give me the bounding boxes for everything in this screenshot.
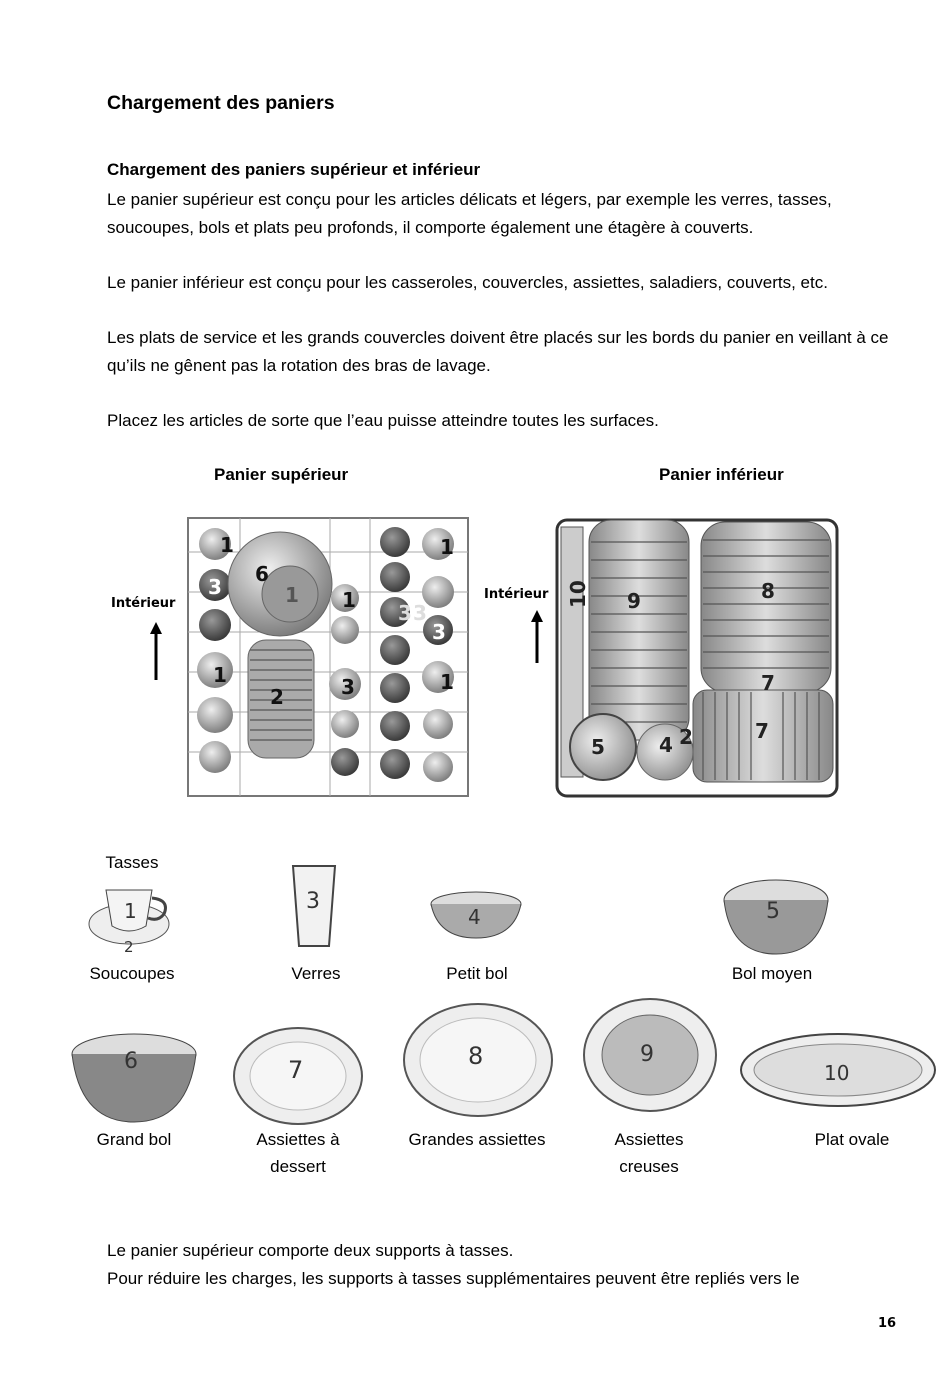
oval-platter-icon — [738, 1030, 938, 1110]
item-label-dessert-plates: Assiettes à dessert — [256, 1130, 340, 1176]
paragraph-serving-dishes: Les plats de service et les grands couvercles doivent être placés sur les bords du panier en veillant à ce qu’ils ne gênent pas la rotation des bras de lavage. — [107, 328, 889, 375]
item-label-cups: Tasses — [105, 853, 159, 872]
item-label-saucers: Soucoupes — [89, 964, 175, 983]
item-number: 1 — [124, 899, 137, 923]
lower-number: 7 — [761, 671, 775, 695]
interior-label-lower: Intérieur — [484, 587, 549, 602]
upper-number: 1 — [342, 588, 356, 612]
paragraph-upper-basket: Le panier supérieur est conçu pour les articles délicats et légers, par exemple les verres, tasses, soucoupes, bols et plats peu profonds, il comporte également une étagère à couverts. — [107, 190, 832, 237]
page-number: 16 — [878, 1316, 897, 1331]
large-plate-icon — [400, 1000, 556, 1122]
large-bowl-icon — [68, 1030, 200, 1126]
lower-number: 2 — [679, 725, 693, 749]
upper-number: 1 — [220, 533, 234, 557]
upper-basket-title: Panier supérieur — [214, 465, 349, 484]
item-number: 6 — [124, 1049, 138, 1074]
item-number: 5 — [766, 899, 780, 924]
upper-number: 1 — [440, 670, 454, 694]
item-number: 8 — [468, 1042, 484, 1070]
item-number: 7 — [288, 1056, 304, 1084]
upper-number: 3 — [413, 601, 427, 625]
upper-number: 3 — [208, 575, 222, 599]
item-number: 4 — [468, 905, 481, 929]
interior-label-upper: Intérieur — [111, 596, 176, 611]
section-title: Chargement des paniers — [107, 92, 335, 114]
glass-icon — [289, 862, 339, 950]
item-label-large-bowl: Grand bol — [96, 1130, 172, 1149]
item-number: 9 — [640, 1042, 654, 1067]
lower-basket-illustration — [553, 512, 843, 802]
item-label-medium-bowl: Bol moyen — [731, 964, 813, 983]
item-label-glasses: Verres — [291, 964, 341, 983]
item-label-soup-plates: Assiettes creuses — [614, 1130, 684, 1176]
arrow-up-icon — [146, 622, 166, 682]
item-label-large-plates: Grandes assiettes — [408, 1130, 546, 1149]
dessert-plate-icon — [230, 1024, 366, 1128]
paragraph-cup-supports: Le panier supérieur comporte deux supports à tasses. — [107, 1241, 514, 1260]
lower-number: 10 — [566, 580, 590, 608]
lower-number: 5 — [591, 735, 605, 759]
upper-number: 2 — [270, 685, 284, 709]
upper-number: 3 — [398, 601, 412, 625]
item-number: 3 — [306, 889, 320, 914]
medium-bowl-icon — [720, 878, 832, 958]
lower-number: 4 — [659, 733, 673, 757]
item-label-oval-platter: Plat ovale — [814, 1130, 890, 1149]
item-label-small-bowl: Petit bol — [446, 964, 508, 983]
paragraph-fold-supports: Pour réduire les charges, les supports à tasses supplémentaires peuvent être repliés vers le — [107, 1269, 800, 1288]
small-bowl-icon — [428, 890, 524, 942]
lower-number: 7 — [755, 719, 769, 743]
upper-number: 1 — [285, 583, 299, 607]
lower-number: 8 — [761, 579, 775, 603]
upper-number: 1 — [213, 663, 227, 687]
item-number: 2 — [124, 938, 134, 954]
upper-number: 3 — [341, 675, 355, 699]
upper-number: 1 — [440, 535, 454, 559]
item-number: 10 — [824, 1061, 850, 1085]
lower-basket-title: Panier inférieur — [659, 465, 784, 484]
arrow-up-icon — [527, 610, 547, 665]
paragraph-lower-basket: Le panier inférieur est conçu pour les casseroles, couvercles, assiettes, saladiers, couverts, etc. — [107, 273, 828, 292]
upper-basket-illustration — [180, 512, 475, 804]
upper-number: 6 — [255, 562, 269, 586]
subsection-title: Chargement des paniers supérieur et inférieur — [107, 160, 481, 179]
cup-saucer-icon — [84, 876, 176, 954]
paragraph-placement: Placez les articles de sorte que l’eau puisse atteindre toutes les surfaces. — [107, 411, 659, 430]
lower-number: 9 — [627, 589, 641, 613]
soup-plate-icon — [580, 995, 720, 1117]
upper-number: 3 — [432, 620, 446, 644]
